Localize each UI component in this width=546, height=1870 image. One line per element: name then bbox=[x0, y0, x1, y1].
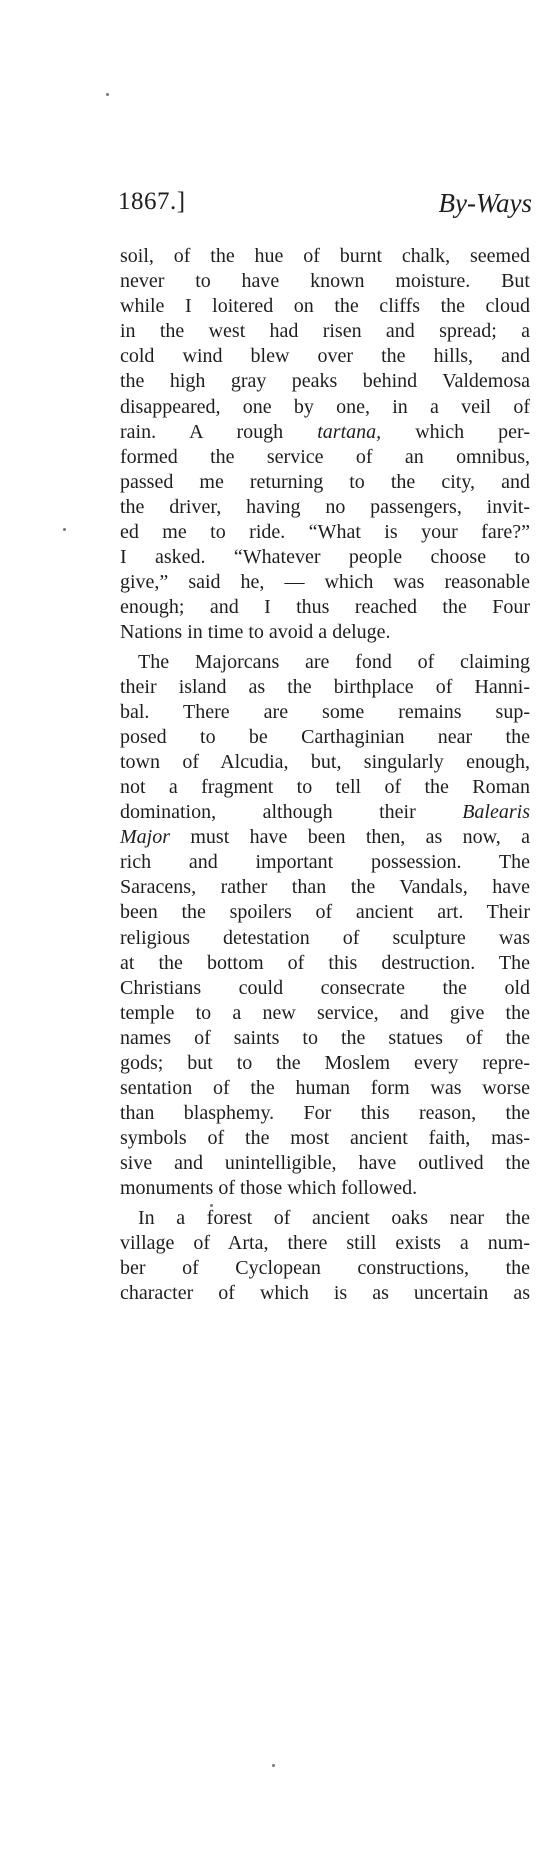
print-speck bbox=[63, 528, 66, 531]
italic-word: tartana, bbox=[317, 420, 382, 443]
text-line: enough; and I thus reached the Four bbox=[120, 596, 530, 619]
text-line: religious detestation of sculpture was bbox=[120, 926, 530, 949]
text-line: sive and unintelligible, have outlived the bbox=[120, 1152, 530, 1175]
text-line: than blasphemy. For this reason, the bbox=[120, 1102, 530, 1125]
text-line bbox=[120, 420, 530, 445]
text-line: posed to be Carthaginian near the bbox=[120, 725, 530, 748]
text-line: In a forest of ancient oaks near the bbox=[138, 1206, 530, 1229]
text-line: cold wind blew over the hills, and bbox=[120, 345, 530, 368]
running-header-year: 1867.] bbox=[118, 188, 186, 215]
text-line: never to have known moisture. But bbox=[120, 270, 530, 293]
text-line: at the bottom of this destruction. The bbox=[120, 951, 530, 974]
text-line: rich and important possession. The bbox=[120, 851, 530, 874]
running-header-title: By-Ways bbox=[438, 188, 532, 218]
text-segment: rain. A rough bbox=[120, 420, 318, 443]
text-line: character of which is as uncertain as bbox=[120, 1281, 530, 1304]
text-line: disappeared, one by one, in a veil of bbox=[120, 395, 530, 418]
text-line: I asked. “Whatever people choose to bbox=[120, 546, 530, 569]
body-text bbox=[120, 244, 530, 1306]
text-line: the high gray peaks behind Valdemosa bbox=[120, 370, 530, 393]
text-line bbox=[120, 825, 530, 850]
running-header bbox=[118, 188, 532, 224]
text-segment: must have been then, as now, a bbox=[170, 826, 530, 849]
text-segment: domination, although their bbox=[120, 801, 463, 824]
text-line: sentation of the human form was worse bbox=[120, 1077, 530, 1100]
text-line: been the spoilers of ancient art. Their bbox=[120, 901, 530, 924]
italic-word: Balearis bbox=[462, 801, 530, 824]
text-line: formed the service of an omnibus, bbox=[120, 445, 530, 468]
text-line: ed me to ride. “What is your fare?” bbox=[120, 521, 530, 544]
print-speck bbox=[272, 1764, 275, 1767]
print-speck bbox=[106, 93, 109, 96]
paragraph-3 bbox=[120, 1206, 530, 1306]
text-line: Christians could consecrate the old bbox=[120, 976, 530, 999]
text-segment: which per- bbox=[381, 420, 530, 443]
paragraph-2 bbox=[120, 650, 530, 1202]
text-line: bal. There are some remains sup- bbox=[120, 700, 530, 723]
text-line: temple to a new service, and give the bbox=[120, 1001, 530, 1024]
text-line: not a fragment to tell of the Roman bbox=[120, 775, 530, 798]
text-line: names of saints to the statues of the bbox=[120, 1026, 530, 1049]
text-line: while I loitered on the cliffs the cloud bbox=[120, 295, 530, 318]
text-line: the driver, having no passengers, invit- bbox=[120, 495, 530, 518]
text-line bbox=[120, 800, 530, 825]
text-line: give,” said he, — which was reasonable bbox=[120, 571, 530, 594]
paragraph-1 bbox=[120, 244, 530, 646]
text-line: passed me returning to the city, and bbox=[120, 470, 530, 493]
italic-word: Major bbox=[120, 826, 170, 849]
text-line: monuments of those which followed. bbox=[120, 1177, 418, 1200]
text-line: village of Arta, there still exists a num- bbox=[120, 1231, 530, 1254]
text-line: Nations in time to avoid a deluge. bbox=[120, 621, 391, 644]
text-line: The Majorcans are fond of claiming bbox=[138, 650, 530, 673]
text-line: in the west had risen and spread; a bbox=[120, 320, 530, 343]
text-line: town of Alcudia, but, singularly enough, bbox=[120, 750, 530, 773]
text-line: ber of Cyclopean constructions, the bbox=[120, 1256, 530, 1279]
text-line: gods; but to the Moslem every repre- bbox=[120, 1052, 530, 1074]
text-line: their island as the birthplace of Hanni- bbox=[120, 675, 530, 698]
text-line: Saracens, rather than the Vandals, have bbox=[120, 876, 530, 899]
text-line: symbols of the most ancient faith, mas- bbox=[120, 1127, 530, 1150]
text-line: soil, of the hue of burnt chalk, seemed bbox=[120, 245, 530, 267]
